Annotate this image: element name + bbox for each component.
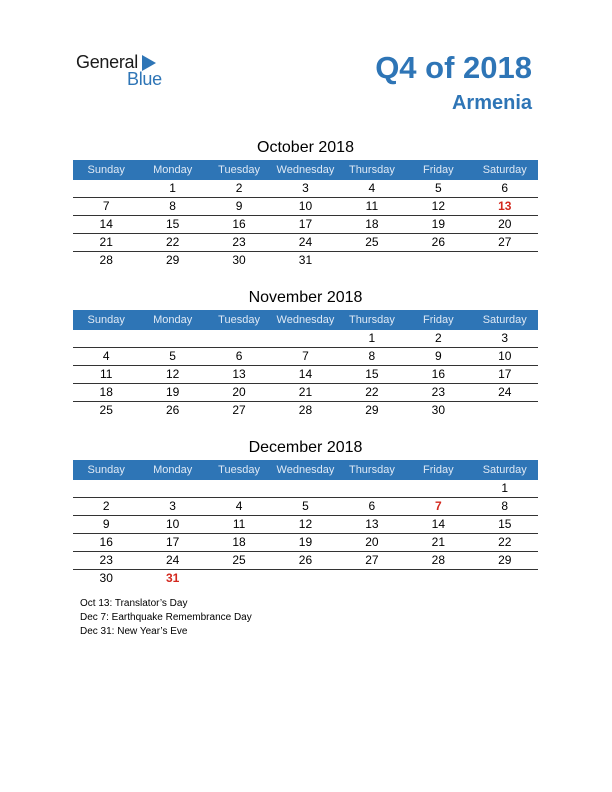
day-cell: 27 xyxy=(498,235,512,249)
day-cell: 12 xyxy=(431,199,445,213)
holiday-note: Dec 31: New Year’s Eve xyxy=(80,626,188,637)
week-row xyxy=(73,480,538,498)
holiday-note: Oct 13: Translator’s Day xyxy=(80,598,188,609)
day-cell: 23 xyxy=(431,385,445,399)
weekday-label: Saturday xyxy=(482,314,527,326)
day-cell: 8 xyxy=(368,349,376,363)
day-cell: 18 xyxy=(365,217,379,231)
day-cell: 26 xyxy=(431,235,445,249)
week-row xyxy=(73,198,538,216)
day-cell: 22 xyxy=(365,385,379,399)
day-cell: 27 xyxy=(365,553,379,567)
day-cell: 2 xyxy=(235,181,243,195)
day-cell: 20 xyxy=(498,217,512,231)
day-cell: 24 xyxy=(498,385,512,399)
day-cell: 18 xyxy=(232,535,246,549)
empty-day-cell xyxy=(139,480,205,497)
week-row xyxy=(73,516,538,534)
weekday-header xyxy=(73,310,538,330)
empty-day-cell xyxy=(206,330,272,347)
weekday-label: Tuesday xyxy=(218,464,260,476)
day-cell: 12 xyxy=(165,367,180,381)
day-cell: 28 xyxy=(99,253,113,267)
day-cell: 26 xyxy=(165,403,180,417)
logo-blue-text: Blue xyxy=(127,69,162,89)
weekday-label: Friday xyxy=(423,314,454,326)
day-cell: 13 xyxy=(365,517,379,531)
weekday-header xyxy=(73,160,538,180)
week-row xyxy=(73,402,538,419)
day-cell: 25 xyxy=(365,235,379,249)
day-cell: 14 xyxy=(298,367,313,381)
day-cell: 15 xyxy=(365,367,379,381)
empty-day-cell xyxy=(272,330,338,347)
day-cell: 4 xyxy=(235,499,243,513)
holiday-note: Dec 7: Earthquake Remembrance Day xyxy=(80,612,252,623)
day-cell: 27 xyxy=(232,403,246,417)
day-cell: 1 xyxy=(368,331,376,345)
day-cell: 25 xyxy=(99,403,113,417)
day-cell: 19 xyxy=(165,385,180,399)
weekday-label: Friday xyxy=(423,464,454,476)
week-row xyxy=(73,330,538,348)
week-row xyxy=(73,234,538,252)
week-row xyxy=(73,498,538,516)
day-cell: 6 xyxy=(368,499,376,513)
month-title: October 2018 xyxy=(257,139,354,156)
day-cell: 17 xyxy=(165,535,180,549)
day-cell: 16 xyxy=(232,217,246,231)
day-cell: 14 xyxy=(99,217,113,231)
day-cell: 13 xyxy=(232,367,246,381)
day-cell: 3 xyxy=(169,499,176,513)
week-row xyxy=(73,252,538,269)
day-cell: 3 xyxy=(501,331,509,345)
week-row xyxy=(73,216,538,234)
day-cell: 6 xyxy=(235,349,243,363)
page-title: Q4 of 2018 xyxy=(375,50,532,85)
weekday-label: Monday xyxy=(153,464,193,476)
weekday-label: Tuesday xyxy=(218,164,260,176)
month-calendar xyxy=(73,437,538,587)
empty-day-cell xyxy=(272,570,338,587)
day-cell: 8 xyxy=(169,199,176,213)
weekday-label: Tuesday xyxy=(218,314,260,326)
empty-day-cell xyxy=(472,570,538,587)
day-cell: 21 xyxy=(431,535,445,549)
day-cell: 3 xyxy=(302,181,309,195)
day-cell: 5 xyxy=(302,499,309,513)
day-cell: 22 xyxy=(165,235,180,249)
week-row xyxy=(73,366,538,384)
day-cell: 12 xyxy=(298,517,313,531)
day-cell: 23 xyxy=(232,235,246,249)
month-calendar xyxy=(73,287,538,419)
day-cell: 16 xyxy=(99,535,113,549)
day-cell: 19 xyxy=(431,217,445,231)
empty-day-cell xyxy=(73,480,139,497)
logo-general-text: General xyxy=(76,52,138,72)
empty-day-cell xyxy=(139,330,205,347)
day-cell: 28 xyxy=(431,553,445,567)
empty-day-cell xyxy=(272,480,338,497)
day-cell: 29 xyxy=(165,253,180,267)
day-cell: 1 xyxy=(501,481,509,495)
day-cell: 25 xyxy=(232,553,246,567)
weekday-label: Sunday xyxy=(87,164,125,176)
empty-day-cell xyxy=(73,180,139,197)
day-cell: 15 xyxy=(165,217,180,231)
day-cell: 4 xyxy=(368,181,376,195)
day-cell: 4 xyxy=(102,349,110,363)
weekday-label: Saturday xyxy=(482,164,527,176)
month-title: November 2018 xyxy=(248,289,363,306)
day-cell: 16 xyxy=(431,367,445,381)
weekday-label: Saturday xyxy=(482,464,527,476)
empty-day-cell xyxy=(405,570,471,587)
empty-day-cell xyxy=(73,330,139,347)
day-cell: 29 xyxy=(365,403,379,417)
weekday-label: Thursday xyxy=(348,464,395,476)
day-cell: 9 xyxy=(102,517,110,531)
day-cell: 7 xyxy=(434,499,442,513)
empty-day-cell xyxy=(339,252,405,269)
weekday-label: Monday xyxy=(153,314,193,326)
day-cell: 30 xyxy=(232,253,246,267)
day-cell: 29 xyxy=(498,553,512,567)
day-cell: 7 xyxy=(302,349,309,363)
day-cell: 20 xyxy=(365,535,379,549)
empty-day-cell xyxy=(472,252,538,269)
week-row xyxy=(73,384,538,402)
day-cell: 2 xyxy=(434,331,442,345)
day-cell: 7 xyxy=(102,199,110,213)
day-cell: 5 xyxy=(169,349,176,363)
day-cell: 11 xyxy=(232,517,246,531)
week-row xyxy=(73,348,538,366)
week-row xyxy=(73,534,538,552)
day-cell: 13 xyxy=(498,199,512,213)
week-row xyxy=(73,180,538,198)
empty-day-cell xyxy=(472,402,538,419)
day-cell: 21 xyxy=(298,385,313,399)
day-cell: 17 xyxy=(298,217,313,231)
day-cell: 17 xyxy=(498,367,512,381)
day-cell: 15 xyxy=(498,517,512,531)
day-cell: 1 xyxy=(169,181,176,195)
day-cell: 31 xyxy=(298,253,313,267)
empty-day-cell xyxy=(206,570,272,587)
day-cell: 20 xyxy=(232,385,246,399)
empty-day-cell xyxy=(339,570,405,587)
day-cell: 10 xyxy=(298,199,313,213)
empty-day-cell xyxy=(405,252,471,269)
empty-day-cell xyxy=(206,480,272,497)
day-cell: 26 xyxy=(298,553,313,567)
day-cell: 9 xyxy=(434,349,442,363)
day-cell: 30 xyxy=(431,403,445,417)
weekday-label: Sunday xyxy=(87,464,125,476)
day-cell: 19 xyxy=(298,535,313,549)
day-cell: 18 xyxy=(99,385,113,399)
day-cell: 31 xyxy=(165,571,180,585)
weekday-label: Wednesday xyxy=(276,164,335,176)
generalblue-logo xyxy=(76,52,176,92)
week-row xyxy=(73,552,538,570)
day-cell: 14 xyxy=(431,517,445,531)
day-cell: 9 xyxy=(235,199,243,213)
month-title: December 2018 xyxy=(248,439,363,456)
day-cell: 6 xyxy=(501,181,509,195)
weekday-label: Friday xyxy=(423,164,454,176)
day-cell: 24 xyxy=(298,235,313,249)
day-cell: 30 xyxy=(99,571,113,585)
weekday-label: Wednesday xyxy=(276,314,335,326)
day-cell: 28 xyxy=(298,403,313,417)
day-cell: 22 xyxy=(498,535,512,549)
weekday-label: Thursday xyxy=(348,314,395,326)
day-cell: 10 xyxy=(498,349,512,363)
day-cell: 24 xyxy=(165,553,180,567)
day-cell: 10 xyxy=(165,517,180,531)
week-row xyxy=(73,570,538,587)
weekday-label: Monday xyxy=(153,164,193,176)
day-cell: 2 xyxy=(102,499,110,513)
day-cell: 23 xyxy=(99,553,113,567)
day-cell: 11 xyxy=(99,367,113,381)
day-cell: 21 xyxy=(99,235,113,249)
day-cell: 8 xyxy=(501,499,509,513)
weekday-label: Sunday xyxy=(87,314,125,326)
country-title: Armenia xyxy=(451,92,532,114)
weekday-label: Thursday xyxy=(348,164,395,176)
holiday-notes xyxy=(80,597,252,639)
weekday-label: Wednesday xyxy=(276,464,335,476)
empty-day-cell xyxy=(339,480,405,497)
empty-day-cell xyxy=(405,480,471,497)
day-cell: 5 xyxy=(434,181,442,195)
day-cell: 11 xyxy=(365,199,379,213)
weekday-header xyxy=(73,460,538,480)
month-calendar xyxy=(73,137,538,269)
